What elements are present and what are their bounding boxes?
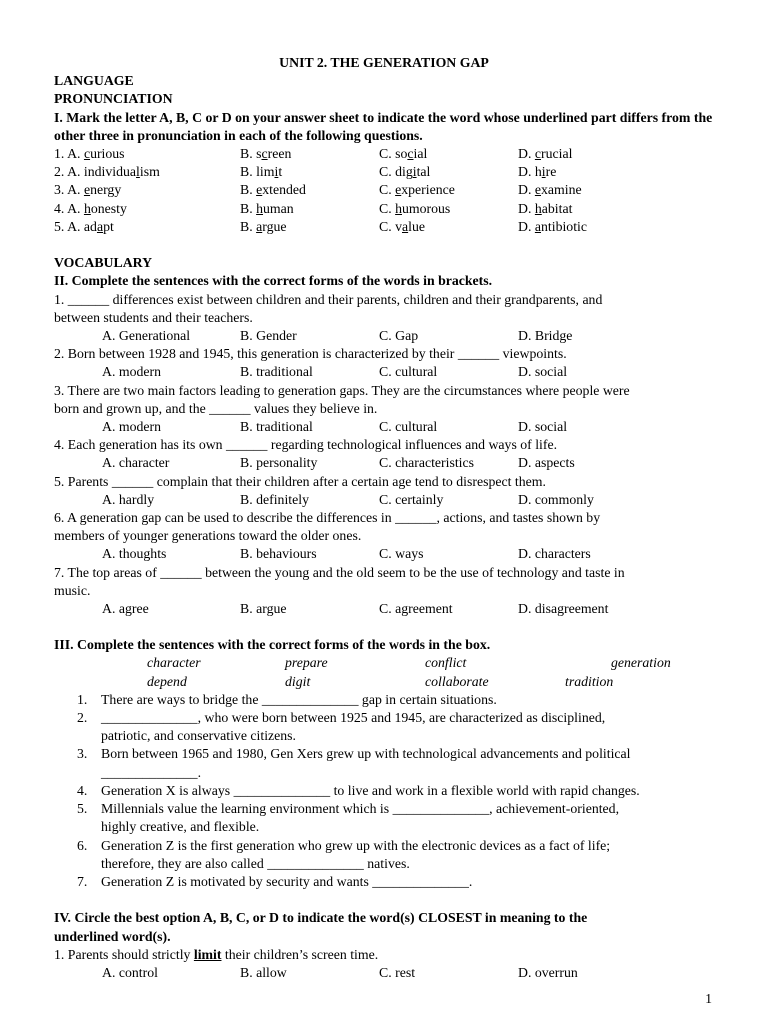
option-d: D. antibiotic [518,218,587,234]
box-word: prepare [285,655,328,671]
option-d: D. overrun [518,964,578,980]
option-b: B. traditional [240,364,313,380]
answer-options [54,545,714,563]
underlined-sound: l [136,164,140,180]
option-d: D. social [518,418,568,434]
answer-options [54,418,714,436]
underlined-sound: c [407,146,414,162]
option-a: A. modern [102,418,162,434]
option-a: A. control [102,964,158,980]
underlined-sound: c [534,146,541,162]
answer-options [54,491,714,509]
underlined-sound: c [83,146,91,162]
option-c: C. certainly [379,491,444,507]
list-item: 6. Generation Z is the first generation who grew up with the electronic devices as a fact of life; therefore, they are also called ______________ natives. [77,837,611,871]
option-b: B. definitely [240,491,309,507]
underlined-sound: a [402,218,409,234]
option-a: A. Generational [102,327,191,343]
underlined-sound: i [274,164,279,180]
option-b: B. behaviours [240,546,317,562]
box-word: depend [147,673,187,689]
option-c: C. cultural [379,418,438,434]
box-word: digit [285,673,311,689]
answer-options [54,600,714,618]
underlined-word: limit [193,946,222,962]
question-text: members of younger generations toward the older ones. [54,528,362,544]
vocabulary-questions [54,291,714,619]
option-a: A. thoughts [102,546,167,562]
pronunciation-row [54,218,714,236]
page-number: 1 [705,991,712,1006]
option-a: A. agree [102,600,149,616]
option-a: 2. A. individualism [54,164,160,180]
option-b: B. human [240,200,294,216]
option-c: C. agreement [379,600,453,616]
option-d: D. crucial [518,146,573,162]
list-item: 7. Generation Z is motivated by security and wants ______________. [77,873,473,889]
underlined-sound: h [256,200,264,216]
pronunciation-row [54,145,714,163]
underlined-sound: a [96,218,104,234]
option-a: 1. A. curious [54,146,125,162]
word-box [54,654,714,690]
underlined-sound: e [395,182,402,198]
question-text: 7. The top areas of ______ between the young and the old seem to be the use of technology and taste in [54,564,625,580]
box-word: tradition [565,673,614,689]
option-a: 3. A. energy [54,182,122,198]
question-text: 2. Born between 1928 and 1945, this generation is characterized by their ______ viewpoints. [54,346,567,362]
part3-instruction: III. Complete the sentences with the correct forms of the words in the box. [54,637,491,653]
box-word: collaborate [425,673,489,689]
option-d: D. hire [518,164,557,180]
option-c: C. experience [379,182,455,198]
pronunciation-row [54,200,714,218]
option-c: C. rest [379,964,416,980]
underlined-sound: e [83,182,91,198]
option-b: B. limit [240,164,283,180]
option-d: D. aspects [518,455,575,471]
unit-title: UNIT 2. THE GENERATION GAP [279,55,489,70]
question-text: 6. A generation gap can be used to describe the differences in ______, actions, and tastes shown by [54,509,601,525]
underlined-sound: e [256,182,263,198]
option-c: C. Gap [379,327,419,343]
answer-options [54,363,714,381]
part1-instruction: I. Mark the letter A, B, C or D on your answer sheet to indicate the word whose underlined part differs from the other three in pronunciation in each of the following questions. [54,109,713,143]
underlined-sound: i [412,164,417,180]
option-a: 4. A. honesty [54,200,127,216]
part4-question: 1. Parents should strictly limit their children’s screen time. [54,946,379,962]
list-item: 5. Millennials value the learning environment which is ______________, achievement-oriented, highly creative, and flexible. [77,801,620,835]
option-c: C. humorous [379,200,451,216]
question-text: music. [54,582,91,598]
list-item: 1. There are ways to bridge the ______________ gap in certain situations. [77,691,497,707]
question-text: 1. ______ differences exist between children and their parents, children and their grandparents, and [54,291,603,307]
option-b: B. Gender [240,327,297,343]
option-c: C. cultural [379,364,438,380]
section-pronunciation: PRONUNCIATION [54,91,173,107]
option-b: B. argue [240,218,287,234]
option-d: D. Bridge [518,327,573,343]
option-a: 5. A. adapt [54,218,114,234]
underlined-sound: h [534,200,542,216]
option-a: A. hardly [102,491,155,507]
underlined-sound: e [534,182,541,198]
question-text: 3. There are two main factors leading to generation gaps. They are the circumstances where people were [54,382,630,398]
underlined-sound: h [395,200,403,216]
option-b: B. personality [240,455,318,471]
worksheet-page [54,54,714,982]
pronunciation-row [54,163,714,181]
box-word: character [147,655,201,671]
answer-options [54,454,714,472]
pronunciation-questions [54,145,714,236]
option-c: C. social [379,146,428,162]
option-c: C. digital [379,164,431,180]
list-item: 4. Generation X is always ______________ to live and work in a flexible world with rapid changes. [77,782,640,798]
option-b: B. traditional [240,418,313,434]
option-c: C. value [379,218,425,234]
option-b: B. argue [240,600,287,616]
word-form-items [54,691,714,891]
option-b: B. extended [240,182,306,198]
option-d: D. social [518,364,568,380]
list-item: 3. Born between 1965 and 1980, Gen Xers grew up with technological advancements and political ______________. [77,746,631,780]
option-c: C. characteristics [379,455,475,471]
part2-instruction: II. Complete the sentences with the correct forms of the words in brackets. [54,273,493,289]
pronunciation-row [54,181,714,199]
answer-options [54,327,714,345]
question-text: between students and their teachers. [54,309,253,325]
option-d: D. examine [518,182,582,198]
option-d: D. commonly [518,491,594,507]
box-word: conflict [425,655,467,671]
section-language: LANGUAGE [54,73,134,89]
underlined-sound: i [541,164,546,180]
option-d: D. disagreement [518,600,609,616]
underlined-sound: h [83,200,91,216]
option-a: A. character [102,455,170,471]
part4-options [54,964,714,982]
question-text: born and grown up, and the ______ values they believe in. [54,400,378,416]
option-d: D. characters [518,546,591,562]
question-text: 5. Parents ______ complain that their children after a certain age tend to disrespect them. [54,473,546,489]
question-text: 4. Each generation has its own ______ regarding technological influences and ways of life. [54,437,558,453]
option-c: C. ways [379,546,424,562]
option-b: B. screen [240,146,292,162]
option-a: A. modern [102,364,162,380]
list-item: 2. ______________, who were born between 1925 and 1945, are characterized as disciplined, patriotic, and conservative citizens. [77,710,606,744]
part4-instruction: IV. Circle the best option A, B, C, or D to indicate the word(s) CLOSEST in meaning to the underlined word(s). [54,910,588,944]
underlined-sound: a [256,218,263,234]
option-b: B. allow [240,964,287,980]
option-d: D. habitat [518,200,573,216]
box-word: generation [611,655,671,671]
underlined-sound: a [534,218,541,234]
underlined-sound: c [261,146,268,162]
section-vocabulary: VOCABULARY [54,255,153,271]
